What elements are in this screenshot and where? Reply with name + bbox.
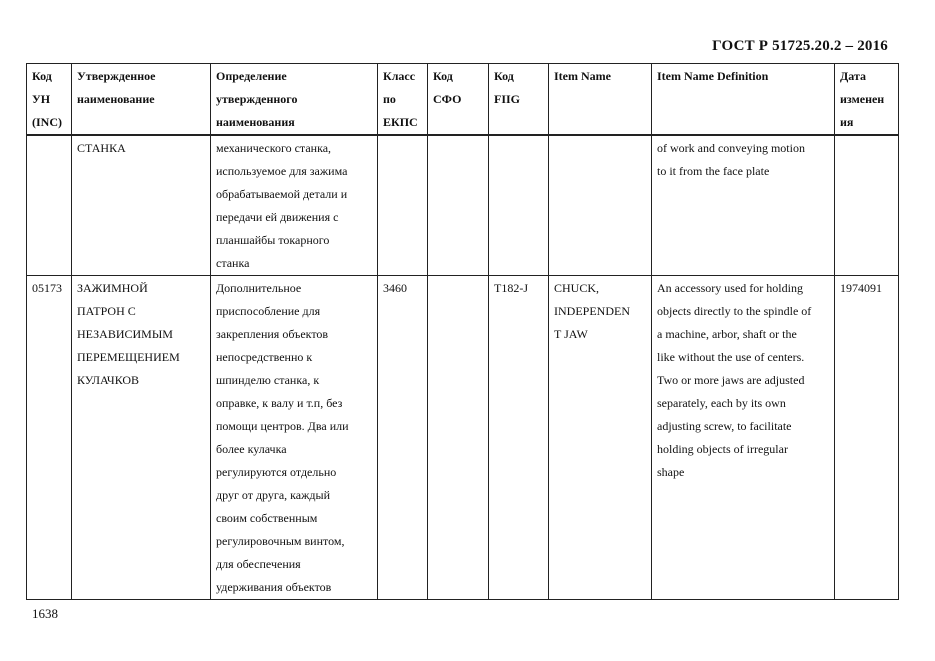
cell-name: СТАНКА [72, 135, 211, 276]
cell-definition: механического станка, используемое для зажима обрабатываемой детали и передачи ей движения с планшайбы токарного станка [211, 135, 378, 276]
header-item-name-definition: Item Name Definition [652, 64, 835, 136]
document-title: ГОСТ Р 51725.20.2 – 2016 [712, 38, 888, 54]
cell-fiig: T182-J [489, 276, 549, 600]
cell-item-definition: of work and conveying motion to it from the face plate [652, 135, 835, 276]
cell-definition: Дополнительное приспособление для закрепления объектов непосредственно к шпинделю станка, к оправке, к валу и т.п, без помощи центров. Два или более кулачка регулируются отдельно друг от друга, каждый своим собственным регулировочным винтом, для обеспечения удерживания объектов [211, 276, 378, 600]
header-approved-name: Утвержденное наименование [72, 64, 211, 136]
table-row [27, 276, 899, 600]
table-header-row [27, 64, 899, 136]
header-code-inc: Код УН (INC) [27, 64, 72, 136]
header-sfo: Код СФО [428, 64, 489, 136]
header-definition: Определение утвержденного наименования [211, 64, 378, 136]
cell-class: 3460 [378, 276, 428, 600]
table-row [27, 135, 899, 276]
header-fiig: Код FIIG [489, 64, 549, 136]
cell-code: 05173 [27, 276, 72, 600]
cell-item-name: CHUCK, INDEPENDEN T JAW [549, 276, 652, 600]
cell-item-name [549, 135, 652, 276]
page-number: 1638 [32, 606, 58, 621]
cell-date [835, 135, 899, 276]
cell-class [378, 135, 428, 276]
cell-sfo [428, 135, 489, 276]
cell-item-definition: An accessory used for holding objects directly to the spindle of a machine, arbor, shaft or the like without the use of centers. Two or more jaws are adjusted separately, each by its own adjusting screw, to facilitate holding objects of irregular shape [652, 276, 835, 600]
cell-fiig [489, 135, 549, 276]
cell-date: 1974091 [835, 276, 899, 600]
cell-sfo [428, 276, 489, 600]
header-change-date: Дата изменен ия [835, 64, 899, 136]
catalog-table [26, 63, 899, 600]
header-class: Класс по ЕКПС [378, 64, 428, 136]
cell-name: ЗАЖИМНОЙ ПАТРОН С НЕЗАВИСИМЫМ ПЕРЕМЕЩЕНИЕМ КУЛАЧКОВ [72, 276, 211, 600]
header-item-name: Item Name [549, 64, 652, 136]
cell-code [27, 135, 72, 276]
